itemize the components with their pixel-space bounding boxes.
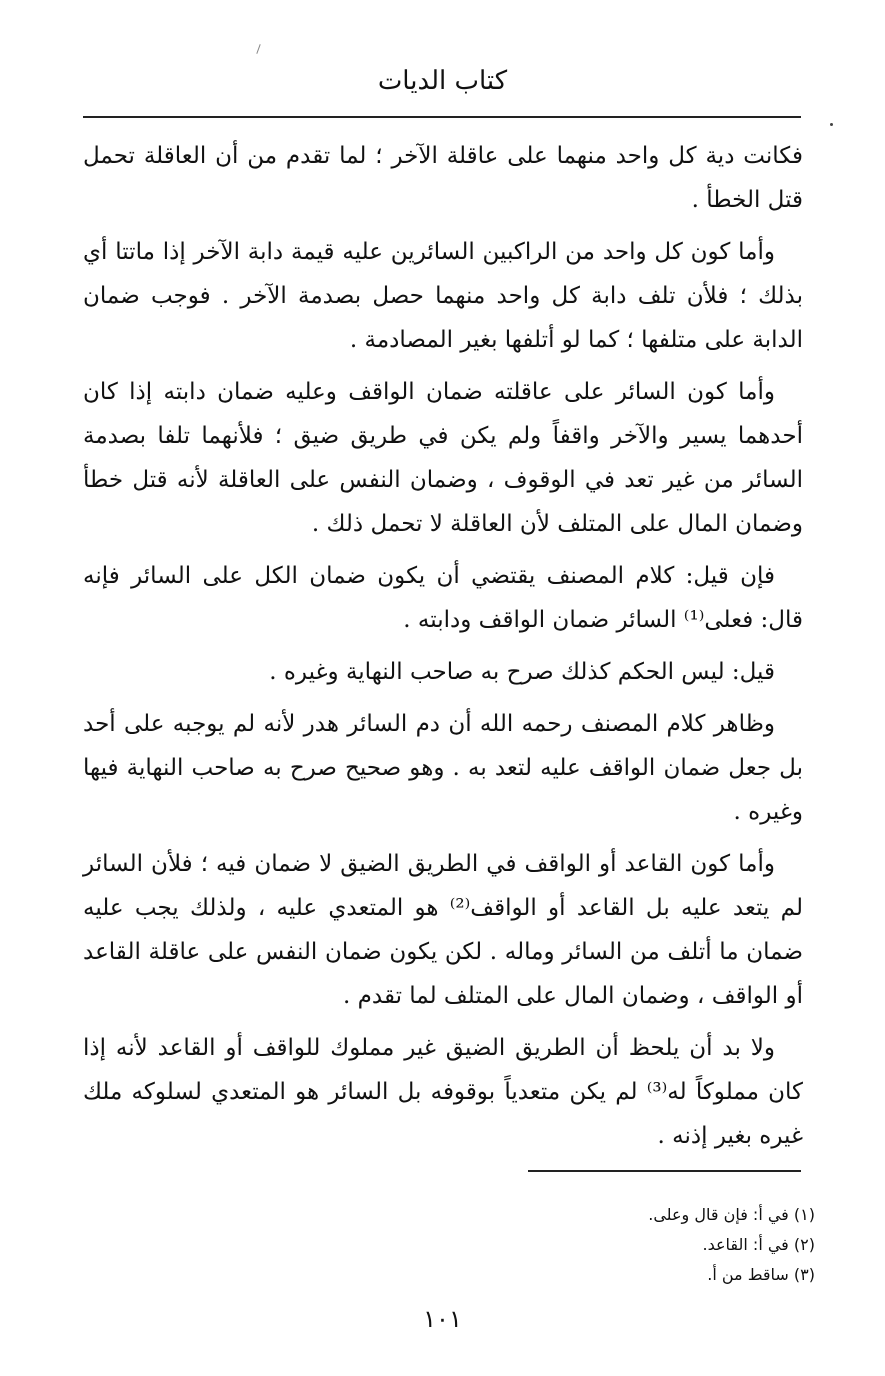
paragraph: فكانت دية كل واحد منهما على عاقلة الآخر ؛ لما تقدم من أن العاقلة تحمل قتل الخطأ . [83, 143, 803, 213]
paragraph: وظاهر كلام المصنف رحمه الله أن دم السائر هدر لأنه لم يوجبه على أحد بل جعل ضمان الواقف عليه لتعد به . وهو صحيح صرح به صاحب النهاية فيها وغيره . [83, 711, 803, 825]
footnote: (٢) في أ: القاعد. [702, 1235, 815, 1254]
stray-dot [830, 123, 833, 126]
paragraph: وأما كون كل واحد من الراكبين السائرين عليه قيمة دابة الآخر إذا ماتتا أي بذلك ؛ فلأن تلف دابة كل واحد منهما حصل بصدمة الآخر . فوجب ضمان الدابة على متلفها ؛ كما لو أتلفها بغير المصادمة . [83, 239, 803, 353]
paragraph: وأما كون السائر على عاقلته ضمان الواقف وعليه ضمان دابته إذا كان أحدهما يسير والآخر واقفاً ولم يكن في طريق ضيق ؛ فلأنهما تلفا بصدمة السائر من غير تعد في الوقوف ، وضمان النفس على العاقلة لأنه قتل خطأ وضمان المال على المتلف لأن العاقلة لا تحمل ذلك . [83, 379, 803, 537]
main-text [83, 134, 803, 1166]
paragraph: ولا بد أن يلحظ أن الطريق الضيق غير مملوك للواقف أو القاعد لأنه إذا كان مملوكاً له⁽³⁾ لم يكن متعدياً بوقوفه بل السائر هو المتعدي لسلوكه ملك غيره بغير إذنه . [83, 1035, 803, 1149]
footnote: (١) في أ: فإن قال وعلى. [648, 1205, 815, 1224]
header-rule [83, 116, 801, 118]
footnote-rule [528, 1170, 801, 1172]
running-header-title: كتاب الديات [377, 66, 508, 96]
paragraph: فإن قيل: كلام المصنف يقتضي أن يكون ضمان الكل على السائر فإنه قال: فعلى⁽¹⁾ السائر ضمان الواقف ودابته . [83, 563, 803, 633]
stray-mark [256, 44, 260, 54]
paragraph: وأما كون القاعد أو الواقف في الطريق الضيق لا ضمان فيه ؛ فلأن السائر لم يتعد عليه بل القاعد أو الواقف⁽²⁾ هو المتعدي عليه ، ولذلك يجب عليه ضمان ما أتلف من السائر وماله . لكن يكون ضمان النفس على عاقلة القاعد أو الواقف ، وضمان المال على المتلف لما تقدم . [83, 851, 803, 1009]
footnote: (٣) ساقط من أ. [707, 1265, 815, 1284]
paragraph: قيل: ليس الحكم كذلك صرح به صاحب النهاية وغيره . [269, 659, 775, 685]
footnotes [415, 1200, 815, 1290]
page-number: ١٠١ [423, 1305, 462, 1333]
